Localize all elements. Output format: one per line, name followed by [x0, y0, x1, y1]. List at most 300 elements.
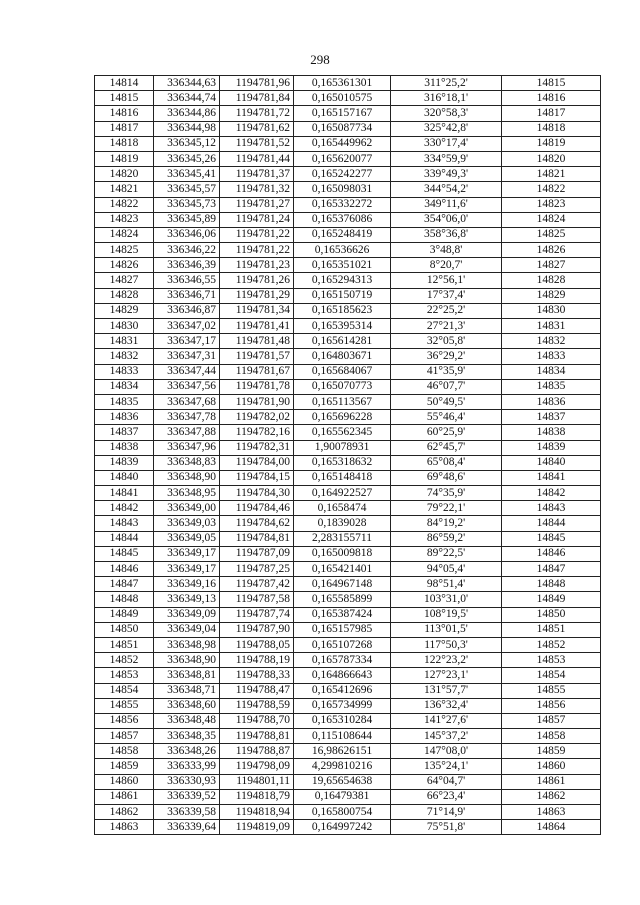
distance-cell: 0,165098031	[294, 182, 391, 197]
distance-cell: 0,165107268	[294, 637, 391, 652]
point-to-cell: 14822	[502, 182, 601, 197]
point-from-cell: 14822	[95, 197, 154, 212]
point-to-cell: 14832	[502, 334, 601, 349]
point-from-cell: 14861	[95, 789, 154, 804]
point-from-cell: 14848	[95, 592, 154, 607]
distance-cell: 0,165157167	[294, 106, 391, 121]
distance-cell: 0,165242277	[294, 167, 391, 182]
x-coordinate-cell: 336347,96	[154, 440, 220, 455]
point-from-cell: 14830	[95, 319, 154, 334]
y-coordinate-cell: 1194784,46	[220, 501, 294, 516]
direction-angle-cell: 74°35,9'	[391, 486, 502, 501]
direction-angle-cell: 17°37,4'	[391, 288, 502, 303]
direction-angle-cell: 339°49,3'	[391, 167, 502, 182]
distance-cell: 0,16479381	[294, 789, 391, 804]
direction-angle-cell: 147°08,0'	[391, 744, 502, 759]
x-coordinate-cell: 336344,74	[154, 91, 220, 106]
y-coordinate-cell: 1194787,74	[220, 607, 294, 622]
point-to-cell: 14834	[502, 364, 601, 379]
x-coordinate-cell: 336346,71	[154, 288, 220, 303]
table-row	[95, 820, 601, 835]
direction-angle-cell: 60°25,9'	[391, 425, 502, 440]
point-from-cell: 14851	[95, 637, 154, 652]
point-from-cell: 14817	[95, 121, 154, 136]
x-coordinate-cell: 336345,12	[154, 136, 220, 151]
point-from-cell: 14862	[95, 805, 154, 820]
table-row	[95, 106, 601, 121]
table-row	[95, 258, 601, 273]
y-coordinate-cell: 1194788,87	[220, 744, 294, 759]
x-coordinate-cell: 336346,22	[154, 243, 220, 258]
table-row	[95, 319, 601, 334]
distance-cell: 0,165684067	[294, 364, 391, 379]
direction-angle-cell: 66°23,4'	[391, 789, 502, 804]
direction-angle-cell: 27°21,3'	[391, 319, 502, 334]
table-row	[95, 729, 601, 744]
distance-cell: 0,165562345	[294, 425, 391, 440]
point-from-cell: 14826	[95, 258, 154, 273]
distance-cell: 0,164866643	[294, 668, 391, 683]
table-row	[95, 774, 601, 789]
point-to-cell: 14820	[502, 151, 601, 166]
distance-cell: 0,165696228	[294, 410, 391, 425]
y-coordinate-cell: 1194781,22	[220, 227, 294, 242]
x-coordinate-cell: 336344,86	[154, 106, 220, 121]
table-row	[95, 805, 601, 820]
table-row	[95, 151, 601, 166]
distance-cell: 0,165113567	[294, 394, 391, 409]
point-to-cell: 14851	[502, 622, 601, 637]
direction-angle-cell: 349°11,6'	[391, 197, 502, 212]
point-to-cell: 14849	[502, 592, 601, 607]
x-coordinate-cell: 336349,17	[154, 546, 220, 561]
point-from-cell: 14831	[95, 334, 154, 349]
direction-angle-cell: 135°24,1'	[391, 759, 502, 774]
table-row	[95, 546, 601, 561]
x-coordinate-cell: 336349,00	[154, 501, 220, 516]
distance-cell: 0,165421401	[294, 562, 391, 577]
x-coordinate-cell: 336349,09	[154, 607, 220, 622]
x-coordinate-cell: 336345,57	[154, 182, 220, 197]
point-to-cell: 14845	[502, 531, 601, 546]
direction-angle-cell: 41°35,9'	[391, 364, 502, 379]
x-coordinate-cell: 336345,89	[154, 212, 220, 227]
point-to-cell: 14821	[502, 167, 601, 182]
point-to-cell: 14828	[502, 273, 601, 288]
point-from-cell: 14823	[95, 212, 154, 227]
point-to-cell: 14835	[502, 379, 601, 394]
distance-cell: 0,1839028	[294, 516, 391, 531]
distance-cell: 0,16536626	[294, 243, 391, 258]
point-to-cell: 14823	[502, 197, 601, 212]
point-from-cell: 14837	[95, 425, 154, 440]
table-row	[95, 698, 601, 713]
point-from-cell: 14815	[95, 91, 154, 106]
point-to-cell: 14815	[502, 76, 601, 91]
x-coordinate-cell: 336348,83	[154, 455, 220, 470]
direction-angle-cell: 320°58,3'	[391, 106, 502, 121]
distance-cell: 0,165614281	[294, 334, 391, 349]
y-coordinate-cell: 1194781,37	[220, 167, 294, 182]
point-to-cell: 14860	[502, 759, 601, 774]
point-from-cell: 14849	[95, 607, 154, 622]
table-row	[95, 76, 601, 91]
y-coordinate-cell: 1194787,42	[220, 577, 294, 592]
y-coordinate-cell: 1194787,09	[220, 546, 294, 561]
x-coordinate-cell: 336349,05	[154, 531, 220, 546]
y-coordinate-cell: 1194784,81	[220, 531, 294, 546]
table-row	[95, 653, 601, 668]
y-coordinate-cell: 1194781,32	[220, 182, 294, 197]
y-coordinate-cell: 1194787,25	[220, 562, 294, 577]
direction-angle-cell: 330°17,4'	[391, 136, 502, 151]
y-coordinate-cell: 1194781,23	[220, 258, 294, 273]
distance-cell: 0,165620077	[294, 151, 391, 166]
table-row	[95, 789, 601, 804]
direction-angle-cell: 69°48,6'	[391, 470, 502, 485]
distance-cell: 0,1658474	[294, 501, 391, 516]
coordinates-table	[94, 75, 601, 835]
point-from-cell: 14856	[95, 713, 154, 728]
table-row	[95, 531, 601, 546]
point-to-cell: 14847	[502, 562, 601, 577]
direction-angle-cell: 344°54,2'	[391, 182, 502, 197]
table-row	[95, 744, 601, 759]
distance-cell: 0,165010575	[294, 91, 391, 106]
distance-cell: 0,165387424	[294, 607, 391, 622]
y-coordinate-cell: 1194781,44	[220, 151, 294, 166]
x-coordinate-cell: 336348,81	[154, 668, 220, 683]
distance-cell: 0,165294313	[294, 273, 391, 288]
table-row	[95, 577, 601, 592]
direction-angle-cell: 50°49,5'	[391, 394, 502, 409]
point-from-cell: 14855	[95, 698, 154, 713]
point-from-cell: 14834	[95, 379, 154, 394]
point-from-cell: 14828	[95, 288, 154, 303]
distance-cell: 0,165449962	[294, 136, 391, 151]
point-to-cell: 14826	[502, 243, 601, 258]
direction-angle-cell: 55°46,4'	[391, 410, 502, 425]
point-from-cell: 14842	[95, 501, 154, 516]
point-to-cell: 14843	[502, 501, 601, 516]
table-row	[95, 349, 601, 364]
x-coordinate-cell: 336348,48	[154, 713, 220, 728]
y-coordinate-cell: 1194801,11	[220, 774, 294, 789]
y-coordinate-cell: 1194781,72	[220, 106, 294, 121]
point-to-cell: 14846	[502, 546, 601, 561]
point-from-cell: 14814	[95, 76, 154, 91]
x-coordinate-cell: 336348,90	[154, 653, 220, 668]
y-coordinate-cell: 1194782,16	[220, 425, 294, 440]
table-row	[95, 182, 601, 197]
direction-angle-cell: 22°25,2'	[391, 303, 502, 318]
table-row	[95, 227, 601, 242]
point-from-cell: 14838	[95, 440, 154, 455]
x-coordinate-cell: 336339,52	[154, 789, 220, 804]
distance-cell: 0,164922527	[294, 486, 391, 501]
x-coordinate-cell: 336347,88	[154, 425, 220, 440]
table-row	[95, 713, 601, 728]
point-from-cell: 14843	[95, 516, 154, 531]
distance-cell: 0,165585899	[294, 592, 391, 607]
y-coordinate-cell: 1194781,96	[220, 76, 294, 91]
y-coordinate-cell: 1194781,34	[220, 303, 294, 318]
x-coordinate-cell: 336349,04	[154, 622, 220, 637]
y-coordinate-cell: 1194781,78	[220, 379, 294, 394]
distance-cell: 0,165800754	[294, 805, 391, 820]
x-coordinate-cell: 336348,26	[154, 744, 220, 759]
table-row	[95, 637, 601, 652]
distance-cell: 0,164967148	[294, 577, 391, 592]
point-to-cell: 14817	[502, 106, 601, 121]
point-from-cell: 14852	[95, 653, 154, 668]
point-from-cell: 14839	[95, 455, 154, 470]
direction-angle-cell: 122°23,2'	[391, 653, 502, 668]
point-to-cell: 14861	[502, 774, 601, 789]
direction-angle-cell: 103°31,0'	[391, 592, 502, 607]
x-coordinate-cell: 336333,99	[154, 759, 220, 774]
point-from-cell: 14841	[95, 486, 154, 501]
point-to-cell: 14818	[502, 121, 601, 136]
point-from-cell: 14819	[95, 151, 154, 166]
direction-angle-cell: 65°08,4'	[391, 455, 502, 470]
y-coordinate-cell: 1194784,15	[220, 470, 294, 485]
distance-cell: 0,164997242	[294, 820, 391, 835]
distance-cell: 19,65654638	[294, 774, 391, 789]
x-coordinate-cell: 336346,55	[154, 273, 220, 288]
x-coordinate-cell: 336348,90	[154, 470, 220, 485]
point-from-cell: 14844	[95, 531, 154, 546]
direction-angle-cell: 8°20,7'	[391, 258, 502, 273]
point-to-cell: 14827	[502, 258, 601, 273]
y-coordinate-cell: 1194781,41	[220, 319, 294, 334]
distance-cell: 0,165361301	[294, 76, 391, 91]
y-coordinate-cell: 1194818,94	[220, 805, 294, 820]
x-coordinate-cell: 336347,78	[154, 410, 220, 425]
point-to-cell: 14856	[502, 698, 601, 713]
point-to-cell: 14840	[502, 455, 601, 470]
y-coordinate-cell: 1194787,90	[220, 622, 294, 637]
point-to-cell: 14857	[502, 713, 601, 728]
distance-cell: 0,165150719	[294, 288, 391, 303]
y-coordinate-cell: 1194788,81	[220, 729, 294, 744]
direction-angle-cell: 136°32,4'	[391, 698, 502, 713]
point-to-cell: 14850	[502, 607, 601, 622]
x-coordinate-cell: 336347,31	[154, 349, 220, 364]
point-from-cell: 14820	[95, 167, 154, 182]
direction-angle-cell: 108°19,5'	[391, 607, 502, 622]
direction-angle-cell: 12°56,1'	[391, 273, 502, 288]
y-coordinate-cell: 1194781,48	[220, 334, 294, 349]
point-to-cell: 14844	[502, 516, 601, 531]
point-from-cell: 14833	[95, 364, 154, 379]
table-row	[95, 440, 601, 455]
point-to-cell: 14833	[502, 349, 601, 364]
y-coordinate-cell: 1194788,59	[220, 698, 294, 713]
table-row	[95, 136, 601, 151]
point-from-cell: 14853	[95, 668, 154, 683]
y-coordinate-cell: 1194818,79	[220, 789, 294, 804]
y-coordinate-cell: 1194784,30	[220, 486, 294, 501]
table-row	[95, 425, 601, 440]
direction-angle-cell: 32°05,8'	[391, 334, 502, 349]
point-from-cell: 14850	[95, 622, 154, 637]
y-coordinate-cell: 1194781,22	[220, 243, 294, 258]
point-from-cell: 14816	[95, 106, 154, 121]
distance-cell: 0,165734999	[294, 698, 391, 713]
distance-cell: 0,165787334	[294, 653, 391, 668]
distance-cell: 0,165070773	[294, 379, 391, 394]
direction-angle-cell: 141°27,6'	[391, 713, 502, 728]
distance-cell: 0,165412696	[294, 683, 391, 698]
direction-angle-cell: 62°45,7'	[391, 440, 502, 455]
table-row	[95, 410, 601, 425]
x-coordinate-cell: 336349,03	[154, 516, 220, 531]
table-row	[95, 501, 601, 516]
page-number: 298	[310, 52, 330, 67]
table-row	[95, 470, 601, 485]
direction-angle-cell: 94°05,4'	[391, 562, 502, 577]
direction-angle-cell: 46°07,7'	[391, 379, 502, 394]
table-row	[95, 486, 601, 501]
point-from-cell: 14860	[95, 774, 154, 789]
table-row	[95, 212, 601, 227]
distance-cell: 0,165087734	[294, 121, 391, 136]
y-coordinate-cell: 1194784,00	[220, 455, 294, 470]
table-row	[95, 759, 601, 774]
distance-cell: 0,165009818	[294, 546, 391, 561]
direction-angle-cell: 86°59,2'	[391, 531, 502, 546]
y-coordinate-cell: 1194781,84	[220, 91, 294, 106]
y-coordinate-cell: 1194788,70	[220, 713, 294, 728]
x-coordinate-cell: 336346,87	[154, 303, 220, 318]
point-to-cell: 14838	[502, 425, 601, 440]
distance-cell: 4,299810216	[294, 759, 391, 774]
point-from-cell: 14836	[95, 410, 154, 425]
point-to-cell: 14819	[502, 136, 601, 151]
point-to-cell: 14854	[502, 668, 601, 683]
x-coordinate-cell: 336339,64	[154, 820, 220, 835]
y-coordinate-cell: 1194784,62	[220, 516, 294, 531]
y-coordinate-cell: 1194788,47	[220, 683, 294, 698]
point-to-cell: 14831	[502, 319, 601, 334]
distance-cell: 0,165395314	[294, 319, 391, 334]
table-row	[95, 334, 601, 349]
x-coordinate-cell: 336349,16	[154, 577, 220, 592]
point-from-cell: 14846	[95, 562, 154, 577]
point-from-cell: 14840	[95, 470, 154, 485]
x-coordinate-cell: 336347,56	[154, 379, 220, 394]
direction-angle-cell: 131°57,7'	[391, 683, 502, 698]
point-to-cell: 14858	[502, 729, 601, 744]
point-to-cell: 14853	[502, 653, 601, 668]
point-to-cell: 14855	[502, 683, 601, 698]
x-coordinate-cell: 336348,71	[154, 683, 220, 698]
table-row	[95, 197, 601, 212]
x-coordinate-cell: 336347,17	[154, 334, 220, 349]
distance-cell: 1,90078931	[294, 440, 391, 455]
y-coordinate-cell: 1194788,05	[220, 637, 294, 652]
distance-cell: 0,115108644	[294, 729, 391, 744]
direction-angle-cell: 84°19,2'	[391, 516, 502, 531]
y-coordinate-cell: 1194781,90	[220, 394, 294, 409]
distance-cell: 2,283155711	[294, 531, 391, 546]
x-coordinate-cell: 336348,60	[154, 698, 220, 713]
point-from-cell: 14821	[95, 182, 154, 197]
direction-angle-cell: 354°06,0'	[391, 212, 502, 227]
point-to-cell: 14848	[502, 577, 601, 592]
distance-cell: 0,165185623	[294, 303, 391, 318]
x-coordinate-cell: 336344,98	[154, 121, 220, 136]
point-from-cell: 14857	[95, 729, 154, 744]
direction-angle-cell: 89°22,5'	[391, 546, 502, 561]
x-coordinate-cell: 336345,73	[154, 197, 220, 212]
x-coordinate-cell: 336346,06	[154, 227, 220, 242]
x-coordinate-cell: 336330,93	[154, 774, 220, 789]
direction-angle-cell: 316°18,1'	[391, 91, 502, 106]
distance-cell: 16,98626151	[294, 744, 391, 759]
point-to-cell: 14841	[502, 470, 601, 485]
table-row	[95, 167, 601, 182]
direction-angle-cell: 117°50,3'	[391, 637, 502, 652]
y-coordinate-cell: 1194781,62	[220, 121, 294, 136]
x-coordinate-cell: 336345,41	[154, 167, 220, 182]
x-coordinate-cell: 336347,68	[154, 394, 220, 409]
y-coordinate-cell: 1194781,27	[220, 197, 294, 212]
point-to-cell: 14824	[502, 212, 601, 227]
point-from-cell: 14818	[95, 136, 154, 151]
point-to-cell: 14862	[502, 789, 601, 804]
x-coordinate-cell: 336345,26	[154, 151, 220, 166]
point-from-cell: 14858	[95, 744, 154, 759]
distance-cell: 0,164803671	[294, 349, 391, 364]
table-row	[95, 607, 601, 622]
table-row	[95, 622, 601, 637]
distance-cell: 0,165157985	[294, 622, 391, 637]
point-to-cell: 14816	[502, 91, 601, 106]
table-row	[95, 273, 601, 288]
distance-cell: 0,165310284	[294, 713, 391, 728]
table-row	[95, 516, 601, 531]
point-to-cell: 14852	[502, 637, 601, 652]
point-from-cell: 14835	[95, 394, 154, 409]
distance-cell: 0,165376086	[294, 212, 391, 227]
y-coordinate-cell: 1194781,52	[220, 136, 294, 151]
distance-cell: 0,165332272	[294, 197, 391, 212]
point-from-cell: 14854	[95, 683, 154, 698]
y-coordinate-cell: 1194819,09	[220, 820, 294, 835]
x-coordinate-cell: 336349,13	[154, 592, 220, 607]
table-row	[95, 394, 601, 409]
y-coordinate-cell: 1194781,26	[220, 273, 294, 288]
direction-angle-cell: 71°14,9'	[391, 805, 502, 820]
x-coordinate-cell: 336347,02	[154, 319, 220, 334]
point-to-cell: 14836	[502, 394, 601, 409]
point-from-cell: 14863	[95, 820, 154, 835]
point-to-cell: 14863	[502, 805, 601, 820]
direction-angle-cell: 358°36,8'	[391, 227, 502, 242]
coordinates-table-body	[95, 76, 601, 835]
direction-angle-cell: 98°51,4'	[391, 577, 502, 592]
point-from-cell: 14847	[95, 577, 154, 592]
direction-angle-cell: 64°04,7'	[391, 774, 502, 789]
point-from-cell: 14824	[95, 227, 154, 242]
point-to-cell: 14859	[502, 744, 601, 759]
point-to-cell: 14837	[502, 410, 601, 425]
point-from-cell: 14859	[95, 759, 154, 774]
table-row	[95, 243, 601, 258]
direction-angle-cell: 3°48,8'	[391, 243, 502, 258]
